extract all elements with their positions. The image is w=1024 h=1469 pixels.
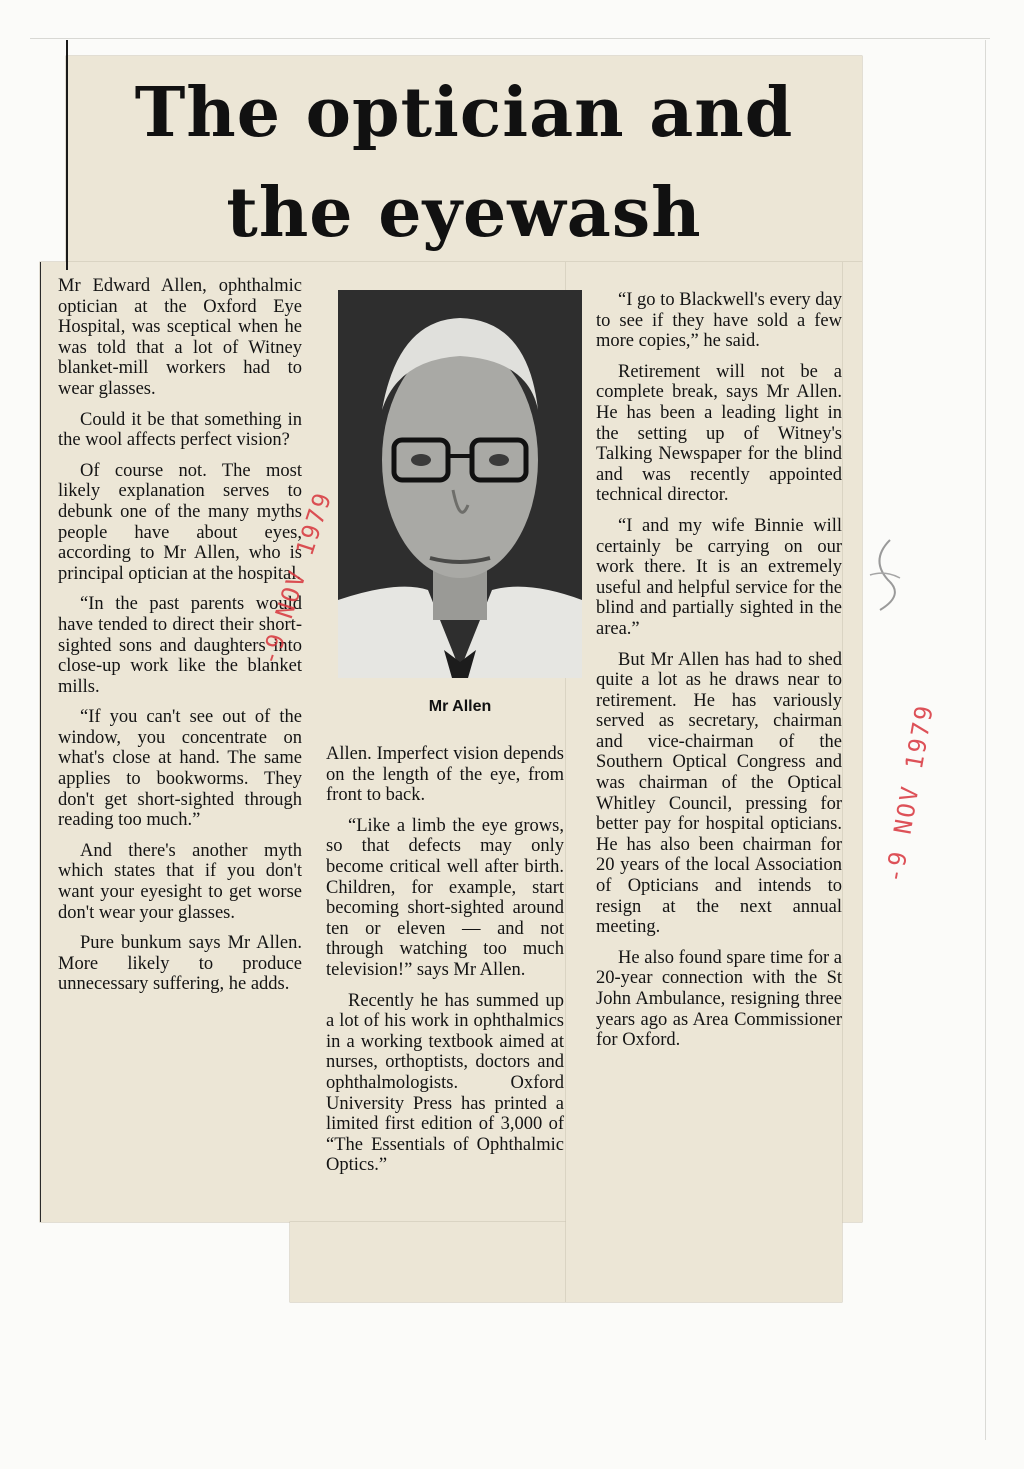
paragraph: “If you can't see out of the window, you concentrate on what's close at hand. The same applies to bookworms. They don't get short-sighted through reading too much.” [58,707,302,831]
mount-edge-top [30,38,990,39]
paragraph: Could it be that something in the wool affects perfect vision? [58,409,302,451]
paragraph: Of course not. The most likely explanation serves to debunk one of the many myths people have about eyes, according to Mr Allen, who is principal optician at the hospital. [58,460,302,584]
paragraph: And there's another myth which states that if you don't want your eyesight to get worse don't wear your glasses. [58,840,302,923]
paragraph: “I go to Blackwell's every day to see if they have sold a few more copies,” he said. [596,290,842,352]
date-stamp: -9 NOV 1979 [880,701,939,885]
article-column-3 [596,290,842,1061]
headline-line-1: The optician and [134,73,794,153]
paragraph: Pure bunkum says Mr Allen. More likely to produce unnecessary suffering, he adds. [58,933,302,995]
paragraph: But Mr Allen has had to shed quite a lot as he draws near to retirement. He has variously served as secretary, chairman and vice-chairman of the Southern Optical Congress and was chairman of the Optical Whitley Council, pressing for better pay for hospital opticians. He has also been chairman for 20 years of the local Association of Opticians and intends to resign at the next annual meeting. [596,649,842,938]
portrait-image [338,290,582,678]
article-column-2 [326,744,564,1186]
paragraph: “Like a limb the eye grows, so that defects may only become critical well after birth. Children, for example, start becoming short-sighted around ten or eleven — and not through watching too much television!” says Mr Allen. [326,815,564,980]
paragraph: He also found spare time for a 20-year connection with the St John Ambulance, resigning three years ago as Area Commissioner for Oxford. [596,947,842,1051]
headline-line-2: the eyewash [226,173,702,253]
paragraph: Retirement will not be a complete break, says Mr Allen. He has been a leading light in the setting up of Witney's Talking Newspaper for the blind and was recently appointed technical director. [596,361,842,506]
clipping-shadow-edge-lower [40,262,41,1222]
date-stamp: -9 NOV 1979 [255,487,338,669]
paragraph: “I and my wife Binnie will certainly be carrying on our work there. It is an extremely useful and helpful service for the blind and partially sighted in the area.” [596,515,842,639]
mount-edge-right [985,40,986,1440]
portrait-photo [338,290,582,678]
pencil-mark [860,530,920,620]
paragraph: “In the past parents would have tended to direct their short-sighted sons and daughters into close-up work like the blanket mills. [58,594,302,697]
photo-caption: Mr Allen [428,698,492,715]
paragraph: Mr Edward Allen, ophthalmic optician at the Oxford Eye Hospital, was sceptical when he was told that a lot of Witney blanket-mill workers had to wear glasses. [58,276,302,399]
paragraph: Allen. Imperfect vision depends on the length of the eye, from front to back. [326,744,564,806]
paragraph: Recently he has summed up a lot of his work in ophthalmics in a working textbook aimed at nurses, orthoptists, doctors and ophthalmologists. Oxford University Press has printed a limited first edition of 3,000 of “The Essentials of Ophthalmic Optics.” [326,990,564,1176]
